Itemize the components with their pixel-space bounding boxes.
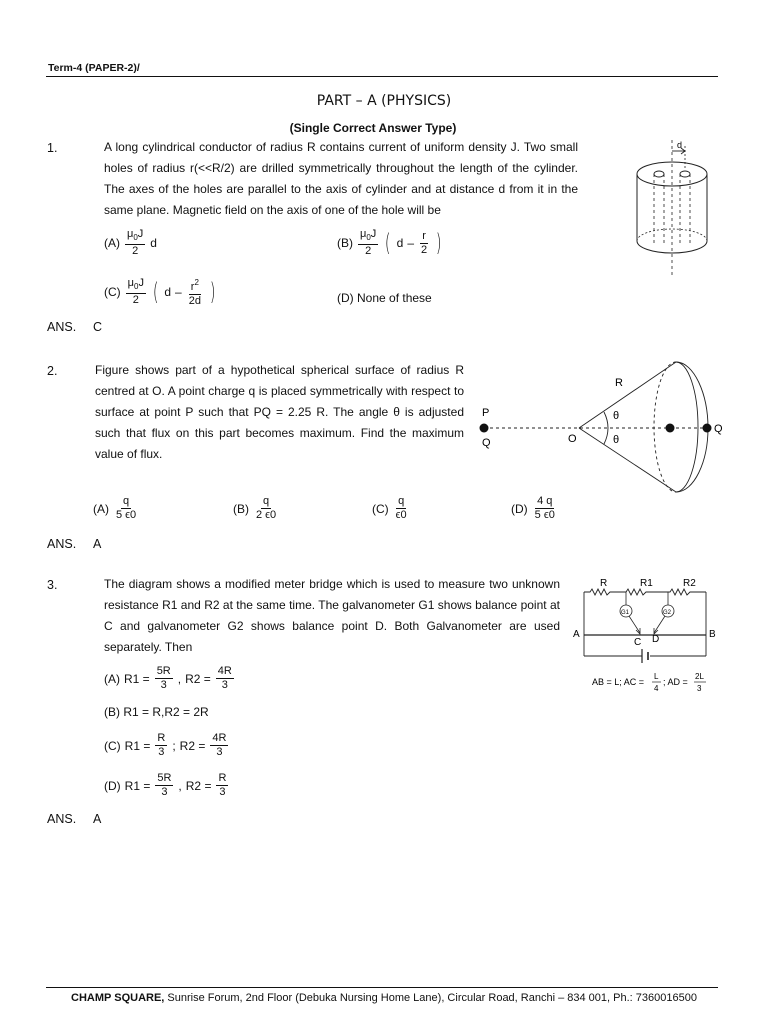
q2-option-b bbox=[233, 495, 279, 522]
q3-a-den2: 3 bbox=[221, 679, 228, 691]
cone-upper bbox=[579, 362, 676, 428]
q3-d-num2: R bbox=[218, 772, 227, 784]
q1-option-d: (D) None of these bbox=[337, 291, 432, 305]
q1-a-d: d bbox=[150, 236, 157, 250]
q1-b-fraction: $\frac{\mu_0J}{2}$ bbox=[360, 228, 377, 257]
q1-a-fraction: $\frac{\mu_0J}{2}$ bbox=[127, 228, 144, 257]
q1-option-c: (C) $\frac{\mu_0J}{2}$ ( d – $\frac{r^2}{2d}$ ) bbox=[104, 277, 216, 307]
fig-label-theta-upper: θ bbox=[613, 410, 620, 422]
fig-caption-ad: ; AD = bbox=[663, 677, 688, 687]
point-p bbox=[480, 424, 489, 433]
q2-option-a bbox=[93, 495, 139, 522]
q3-c-r1: R1 = bbox=[124, 738, 151, 753]
q3-option-c: (C) R1 = $\frac{R}{3}$ ; R2 = $\frac{4R}{3}$ bbox=[104, 732, 227, 758]
q1-answer: C bbox=[93, 320, 103, 334]
q3-d-frac2 bbox=[216, 772, 228, 799]
q2-b-den: 2 ϵ0 bbox=[256, 509, 277, 521]
q1-a-den: 2 bbox=[132, 245, 139, 257]
part-title: PART – A (PHYSICS) bbox=[316, 93, 452, 109]
q2-b-num: q bbox=[263, 495, 270, 507]
q2-option-b-label: (B) bbox=[233, 501, 249, 516]
fig-r1: R1 bbox=[640, 578, 653, 589]
q2-text: Figure shows part of a hypothetical spherical surface of radius R centred at O. A point charge q is placed symmetrically with respect to surface at point P such that PQ = 2.25 R. The angle θ is adjusted such that flux on this part becomes maximum. Find the maximum value of flux. bbox=[95, 363, 464, 461]
fig-label-o: O bbox=[568, 433, 577, 445]
q3-c-num1: R bbox=[157, 732, 166, 744]
q3-c-den1: 3 bbox=[158, 746, 165, 758]
q2-b-frac bbox=[254, 495, 278, 522]
fig-label-p: P bbox=[482, 407, 490, 419]
footer-rule bbox=[46, 987, 718, 988]
q1-c-d: d bbox=[164, 285, 172, 299]
cone-lower bbox=[579, 428, 676, 492]
header-rule bbox=[46, 76, 718, 77]
fig-caption-3: 3 bbox=[697, 684, 702, 693]
q1-c-r2: r bbox=[190, 281, 195, 293]
fig-g2: G2 bbox=[663, 610, 672, 616]
q3-option-d-label: (D) bbox=[104, 778, 121, 793]
q3-d-frac1 bbox=[155, 772, 173, 799]
q1-ans-label: ANS. bbox=[47, 320, 77, 334]
fig-label-theta-lower: θ bbox=[613, 434, 620, 446]
fig-caption-2l: 2L bbox=[695, 672, 704, 681]
q3-a-r2: R2 = bbox=[185, 671, 211, 686]
q2-sphere-figure bbox=[476, 358, 726, 508]
q1-b-r: r bbox=[422, 229, 426, 242]
q3-d-num1: 5R bbox=[157, 772, 172, 784]
point-q bbox=[703, 424, 712, 433]
q3-option-a-label: (A) bbox=[104, 671, 120, 686]
q1-c-den: 2 bbox=[132, 294, 139, 306]
fig-g1: G1 bbox=[621, 610, 630, 616]
q3-answer: A bbox=[93, 812, 102, 826]
q1-c-fraction: $\frac{\mu_0J}{2}$ bbox=[127, 277, 144, 306]
q3-d-r2: R2 = bbox=[185, 778, 212, 793]
q1-option-b-label: (B) bbox=[337, 236, 353, 250]
q3-a-frac2 bbox=[216, 665, 234, 692]
q1-c-2d: 2d bbox=[188, 295, 201, 307]
q3-option-b: (B) R1 = R,R2 = 2R bbox=[104, 705, 209, 719]
fig-caption-4: 4 bbox=[654, 684, 659, 693]
q3-number: 3. bbox=[47, 578, 58, 592]
section-subtitle: (Single Correct Answer Type) bbox=[289, 121, 457, 135]
page-footer bbox=[0, 992, 768, 1004]
page-header: Term-4 (PAPER-2)/ bbox=[48, 62, 140, 74]
q2-a-den: 5 ϵ0 bbox=[116, 509, 137, 521]
q2-option-d-label: (D) bbox=[511, 501, 528, 516]
q2-number: 2. bbox=[47, 364, 58, 378]
fig-label-r: R bbox=[615, 377, 623, 389]
q1-b-r-frac bbox=[419, 230, 429, 257]
q1-b-den: 2 bbox=[365, 245, 372, 257]
q1-option-c-label: (C) bbox=[104, 285, 121, 299]
fig-b: B bbox=[709, 629, 716, 640]
fig-r2: R2 bbox=[683, 578, 696, 589]
q3-c-frac1 bbox=[155, 732, 167, 759]
q2-a-frac bbox=[114, 495, 138, 522]
fig-c: C bbox=[634, 637, 642, 648]
q3-d-r1: R1 = bbox=[124, 778, 151, 793]
q2-c-frac bbox=[394, 495, 409, 522]
q1-option-a-label: (A) bbox=[104, 236, 120, 250]
fig-label-q-right: Q bbox=[714, 423, 723, 435]
q2-c-den: ϵ0 bbox=[395, 509, 407, 521]
q2-option-a-label: (A) bbox=[93, 501, 109, 516]
q3-c-r2: R2 = bbox=[179, 738, 206, 753]
fig-a: A bbox=[573, 629, 580, 640]
point-centre-cap bbox=[666, 424, 675, 433]
q3-option-a: (A) R1 = $\frac{5R}{3}$ , R2 = $\frac{4R}{3}$ bbox=[104, 665, 232, 691]
hole-right bbox=[680, 171, 690, 177]
fig-label-q-left: Q bbox=[482, 437, 491, 449]
q1-number: 1. bbox=[47, 141, 58, 155]
q3-d-den2: 3 bbox=[219, 786, 226, 798]
fig-caption-l: L bbox=[654, 672, 659, 681]
q1-text: A long cylindrical conductor of radius R contains current of uniform density J. Two small holes of radius r(<<R/2) are drilled symmetrically throughout the length of the cylinder. The axes of the holes are parallel to the axis of cylinder and at distance d from it in the same plane. Magnetic field on the axis of one of the hole will be bbox=[104, 140, 578, 217]
q3-option-c-label: (C) bbox=[104, 738, 121, 753]
q2-d-num: 4 q bbox=[537, 495, 553, 507]
fig-d: D bbox=[652, 634, 660, 645]
q2-c-num: q bbox=[398, 495, 405, 507]
q3-c-den2: 3 bbox=[216, 746, 223, 758]
fig-caption-ab: AB = L; AC = bbox=[592, 677, 645, 687]
q2-a-num: q bbox=[123, 495, 130, 507]
footer-brand: CHAMP SQUARE, bbox=[71, 992, 165, 1004]
q2-d-den: 5 ϵ0 bbox=[534, 509, 555, 521]
q3-d-den1: 3 bbox=[161, 786, 168, 798]
fig-d-label: d bbox=[677, 140, 683, 150]
q3-a-frac1 bbox=[155, 665, 173, 692]
q3-a-num2: 4R bbox=[217, 665, 232, 677]
q1-cylinder-figure bbox=[628, 138, 718, 280]
q3-a-r1: R1 = bbox=[124, 671, 150, 686]
q2-option-c-label: (C) bbox=[372, 501, 389, 516]
q2-answer: A bbox=[93, 537, 102, 551]
footer-address: Sunrise Forum, 2nd Floor (Debuka Nursing Home Lane), Circular Road, Ranchi – 834 001, Ph.: 7360016500 bbox=[164, 992, 697, 1004]
q3-option-d: (D) R1 = $\frac{5R}{3}$ , R2 = $\frac{R}{3}$ bbox=[104, 772, 227, 798]
q3-a-den1: 3 bbox=[160, 679, 167, 691]
q1-c-r2-frac: $\frac{r^2}{2d}$ bbox=[188, 278, 201, 307]
q1-b-two: 2 bbox=[421, 243, 428, 256]
q1-option-a bbox=[104, 228, 157, 258]
q3-text: The diagram shows a modified meter bridge which is used to measure two unknown resistance R1 and R2 at the same time. The galvanometer G1 shows balance point at C and galvanometer G2 shows balance point D. Both Galvanometer are used separately. Then bbox=[104, 577, 560, 654]
fig-r: R bbox=[600, 578, 608, 589]
q3-c-num2: 4R bbox=[212, 732, 227, 744]
resistor-row bbox=[584, 589, 706, 595]
q1-b-d: d bbox=[396, 236, 404, 250]
q3-a-num1: 5R bbox=[156, 665, 171, 677]
q3-c-frac2 bbox=[210, 732, 228, 759]
q3-ans-label: ANS. bbox=[47, 812, 77, 826]
q1-option-b: (B) $\frac{\mu_0J}{2}$ ( d – $\frac{r}{2}$ ) bbox=[337, 228, 442, 257]
q2-ans-label: ANS. bbox=[47, 537, 77, 551]
hole-left bbox=[654, 171, 664, 177]
q2-option-c bbox=[372, 495, 410, 522]
q3-bridge-figure bbox=[570, 574, 720, 696]
